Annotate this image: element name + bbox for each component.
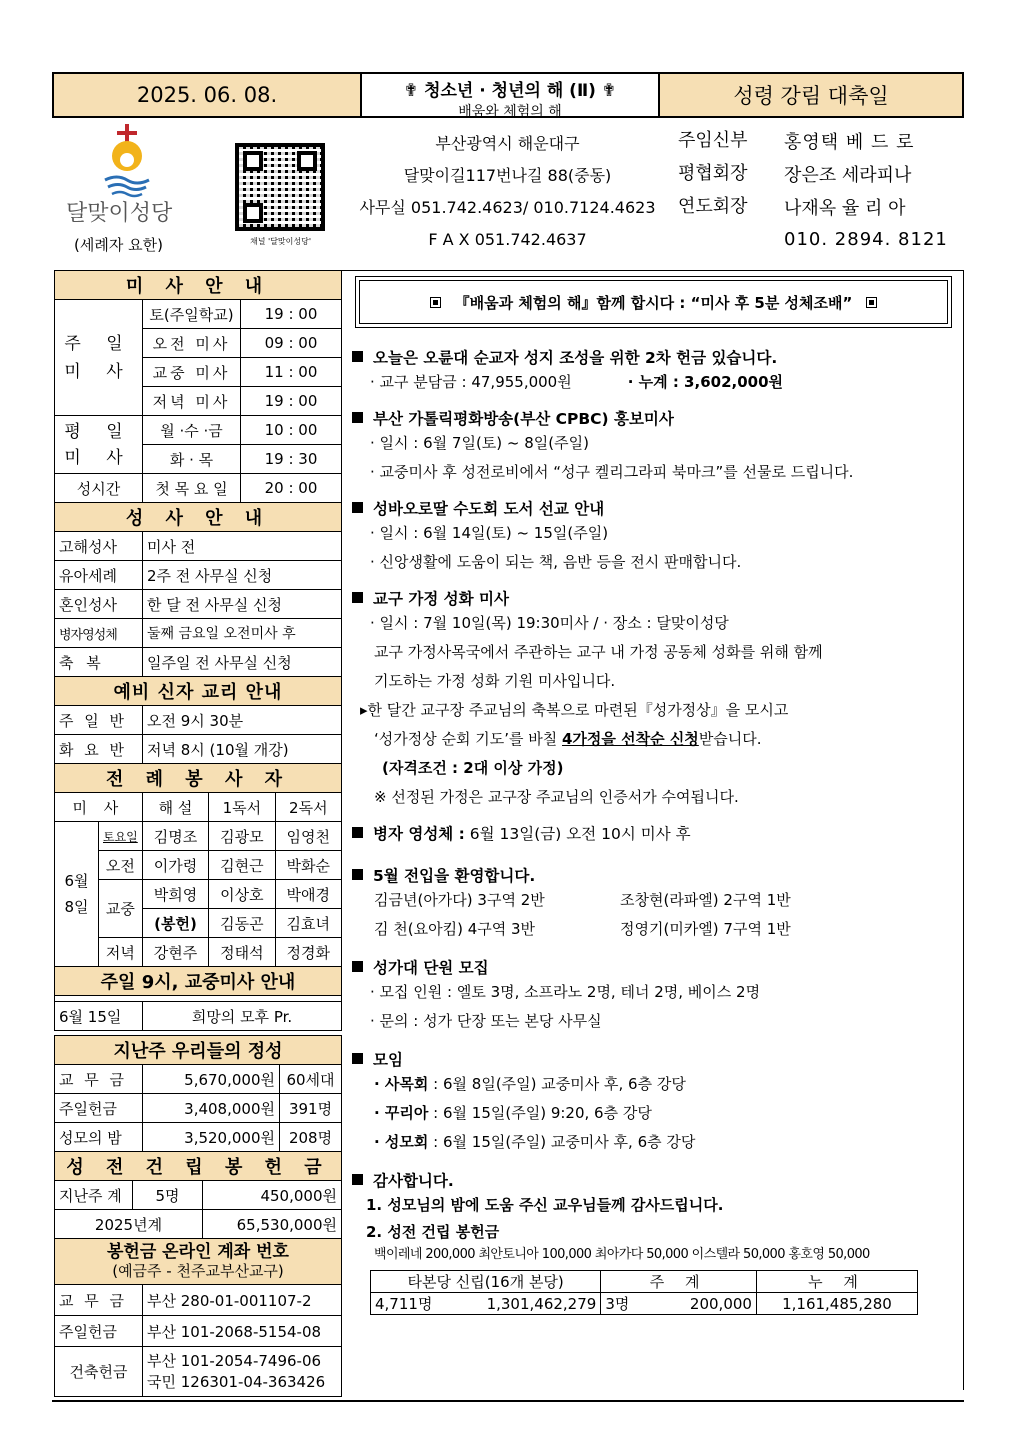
weekday-label: 평 일 미 사 [55,416,143,474]
offering-row: 교 무 금 5,670,000원 60세대 [55,1065,342,1094]
parish-phone: 010. 2894. 8121 [784,229,948,250]
servers-date: 6월 8일 [55,822,99,967]
mass-row: 오전 미사 09 : 00 [55,329,342,358]
sacrament-row: 병자영성체 둘째 금요일 오전미사 후 [55,619,342,648]
servers-title: 전 례 봉 사 자 [55,764,342,793]
accounts-title: 봉헌금 온라인 계좌 번호 (예금주 - 천주교부산교구) [55,1239,342,1285]
bullet-square-icon [352,1174,363,1185]
building-row: 지난주 계 5명 450,000원 [55,1181,342,1210]
fax: F A X 051.742.4637 [428,230,587,249]
offering-title: 지난주 우리들의 정성 [55,1036,342,1065]
mass-row: 주 일 미 사 토(주일학교) 19 : 00 [55,300,342,329]
mass-row: 화 · 목 19 : 30 [55,445,342,474]
banner-text: 『배움과 체험의 해』함께 합시다 : “미사 후 5분 성체조배” [454,293,853,312]
sacrament-row: 혼인성사 한 달 전 사무실 신청 [55,590,342,619]
account-row: 건축헌금 부산 101-2054-7496-06 국민 126301-04-363426 [55,1347,342,1397]
choir-row: 6월 15일 희망의 모후 Pr. [55,1002,342,1031]
qr-code [235,143,325,231]
mass-table [54,270,342,503]
sacrament-title: 성 사 안 내 [55,503,342,532]
summary-header-row: 타본당 신립(16개 본당) 주 계 누 계 [371,1271,918,1293]
notice-choir: 성가대 단원 모집 [352,956,957,978]
sacrament-row: 축 복 일주일 전 사무실 신청 [55,648,342,677]
account-row: 주일헌금 부산 101-2068-5154-08 [55,1316,342,1347]
mass-row: 교중 미사 11 : 00 [55,358,342,387]
address-line1: 부산광역시 해운대구 [435,134,580,153]
choir-table [54,966,342,1031]
bullet-square-icon [352,592,363,603]
year-subtitle: 배움와 체험의 해 [458,104,562,120]
year-title: ✟ 청소년 · 청년의 해 (Ⅱ) ✟ [403,81,617,101]
bullet-square-icon [352,502,363,513]
choir-title: 주일 9시, 교중미사 안내 [55,967,342,996]
notice-sick-communion: 병자 영성체 : 6월 13일(금) 오전 10시 미사 후 [352,822,957,844]
offering-row: 주일헌금 3,408,000원 391명 [55,1094,342,1123]
servers-row: (봉헌) 김동곤 김효녀 [55,909,342,938]
mass-row: 평 일 미 사 월 ·수 ·금 10 : 00 [55,416,342,445]
staff-row: 주임신부 홍영택 베 드 로 [678,130,915,153]
notice-meetings: 모임 [352,1048,957,1070]
bullet-square-icon [352,412,363,423]
qr-caption: 채널 '달맞이성당' [250,237,312,246]
accounts-table [54,1238,342,1397]
sunday-label: 주 일 미 사 [55,300,143,416]
logo-text: 달맞이성당 [66,201,173,226]
staff-row [678,223,948,256]
left-column [54,270,342,1397]
address-block [355,128,660,256]
bullet-square-icon [352,827,363,838]
bullet-square-icon [352,869,363,880]
building-summary-table [370,1270,918,1315]
notice-collection: 오늘은 오륜대 순교자 성지 조성을 위한 2차 헌금 있습니다. [352,346,957,368]
notice-family-mass: 교구 가정 성화 미사 [352,587,957,609]
servers-row: 오전 이가령 김현근 박화순 [55,851,342,880]
banner-marker-icon [430,297,441,308]
patron: (세례자 요한) [74,236,163,254]
catechumen-title: 예비 신자 교리 안내 [55,677,342,706]
notice-cpbc: 부산 가톨릭평화방송(부산 CPBC) 홍보미사 [352,407,957,429]
mass-row: 성시간 첫 목 요 일 20 : 00 [55,474,342,503]
notice-welcome: 5월 전입을 환영합니다. [352,864,957,886]
mass-row: 저녁 미사 19 : 00 [55,387,342,416]
catechumen-row: 주 일 반 오전 9시 30분 [55,706,342,735]
building-title: 성 전 건 립 봉 헌 금 [55,1152,342,1181]
servers-row: 저녁 강현주 정태석 정경화 [55,938,342,967]
sacrament-row: 유아세례 2주 전 사무실 신청 [55,561,342,590]
mass-title: 미 사 안 내 [55,271,342,300]
bullet-square-icon [352,351,363,362]
servers-header-row: 미 사 해 설 1독서 2독서 [55,793,342,822]
staff-row: 연도회장 나재옥 율 리 아 [678,196,906,219]
sacrament-table [54,502,342,764]
sacrament-row: 고해성사 미사 전 [55,532,342,561]
notice-list: 오늘은 오륜대 순교자 성지 조성을 위한 2차 헌금 있습니다. · 교구 분담금 : 47,955,000원 · 누계 : 3,602,000원 부산 가톨릭평화방송(부산 CPBC) 홍보미사 · 일시 : 6월 7일(토) ~ 8일(주일) · 교중미사 후 성전로비에서 “성구 켈리그라피 북마크”를 선물로 드립니다. 성바오로딸 수도회 도서 선교 안내 · 일시 : 6월 14일(토) ~ 15일(주일) · 신앙생활에 도움이 되는 책, 음반 등을 전시 판매합니다. 교구 가정 성화 미사 · 일시 : 7월 10일(목) 19:30미사 / · 장소 : 달맞이성당 교구 가정사목국에서 주관하는 교구 내 가정 공동체 성화를 위해 함께 기도하는 가정 성화 기원 미사입니다. ▸한 달간 교구장 주교님의 축복으로 마련된『성가정상』을 모시고 ‘성가정상 순회 기도’를 바칠 4가정을 선착순 신청받습니다. (자격조건 : 2대 이상 가정) ※ 선정된 가정은 교구장 주교님의 인증서가 수여됩니다. 병자 영성체 : 6월 13일(금) 오전 10시 미사 후 5월 전입을 환영합니다. 김금년(아가다) 3구역 2반 조창현(라파엘) 2구역 1반 김 천(요아킴) 4구역 3반 정영기(미카엘) 7구역 1반 성가대 단원 모집 · 모집 인원 : 엘토 3명, 소프라노 2명, 테너 2명, 베이스 2명 · 문의 : 성가 단장 또는 본당 사무실 모임 · 사목회 : 6월 8일(주일) 교중미사 후, 6층 강당 · 꾸리아 : 6월 15일(주일) 9:20, 6층 강당 · 성모회 : 6월 15일(주일) 교중미사 후, 6층 강당 감사합니다. 1. 성모님의 밤에 도움 주신 교우님들께 감사드립니다. 2. 성전 건립 봉헌금 백이레네 200,000 최안토니아 100,000 최아가다 50,000 이스텔라 50,000 홍호영 50,000 타본당 신립(16개 본당) 주 계 누 계 4,711명 1,301,462,279 3명 200,000 1,161,485,280 [352,332,957,1315]
notice-banner [355,276,952,328]
account-row: 교 무 금 부산 280-01-001107-2 [55,1285,342,1316]
header-date: 2025. 06. 08. [54,74,360,116]
offering-table [54,1035,342,1152]
offering-row: 성모의 밤 3,520,000원 208명 [55,1123,342,1152]
servers-table [54,763,342,967]
servers-row: 6월 8일 토요일 김명조 김광모 임영천 [55,822,342,851]
bottom-rule [52,1400,964,1402]
office-phone: 사무실 051.742.4623/ 010.7124.4623 [359,198,656,217]
address-line2: 달맞이길117번나길 88(중동) [403,166,612,185]
bullet-square-icon [352,1053,363,1064]
notice-thanks: 감사합니다. [352,1169,957,1191]
building-table [54,1151,342,1239]
staff-row: 평협회장 장은조 세라피나 [678,163,912,186]
catechumen-row: 화 요 반 저녁 8시 (10월 개강) [55,735,342,764]
feast-title: 성령 강림 대축일 [660,74,962,116]
staff-list [678,124,948,256]
notice-pauline: 성바오로딸 수도회 도서 선교 안내 [352,497,957,519]
banner-marker-icon [866,297,877,308]
summary-value-row: 4,711명 1,301,462,279 3명 200,000 1,161,485,280 [371,1293,918,1315]
servers-row: 교중 박희영 이상호 박애경 [55,880,342,909]
building-row: 2025년계 65,530,000원 [55,1210,342,1239]
header-bar [52,72,964,118]
year-theme [360,74,660,120]
bullet-square-icon [352,961,363,972]
